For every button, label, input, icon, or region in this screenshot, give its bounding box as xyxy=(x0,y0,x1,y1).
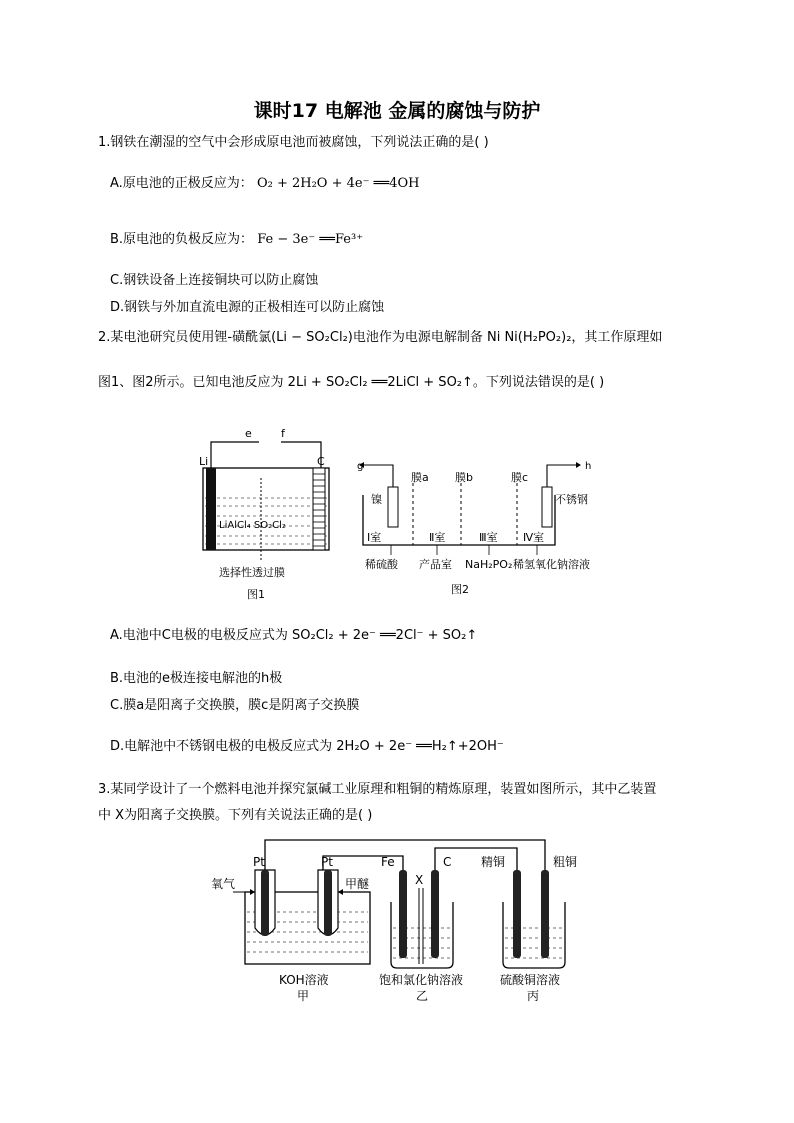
q2-stem-line2: 图1、图2所示。已知电池反应为 2Li + SO₂Cl₂ ══2LiCl + SO₂↑。下列说法错误的是( ) xyxy=(98,375,605,390)
q1-option-b xyxy=(110,231,363,249)
fig3-name-yi: 乙 xyxy=(416,989,429,1003)
fig1-label-li: Li xyxy=(199,455,209,468)
fig3-solution-bing: 硫酸铜溶液 xyxy=(500,973,561,987)
q1-option-b-text: B.原电池的负极反应为： xyxy=(110,232,254,247)
fig3-label-pt2: Pt xyxy=(321,855,333,869)
fig2-solution-2: 产品室 xyxy=(419,558,452,571)
fig2-membrane-c: 膜c xyxy=(511,471,529,484)
fig2-membrane-b: 膜b xyxy=(455,471,473,484)
fig3-label-pt1: Pt xyxy=(253,855,265,869)
fig3-label-fe: Fe xyxy=(381,855,395,869)
q3-stem-line1: 3.某同学设计了一个燃料电池并探究氯碱工业原理和粗铜的精炼原理，装置如图所示，其中乙装置 xyxy=(98,782,657,797)
figure-1-battery xyxy=(195,420,345,610)
fig1-electrolyte: LiAlCl₄ SO₂Cl₂ xyxy=(219,520,286,531)
fig2-label-h: h xyxy=(585,461,592,472)
q1-option-a-equation: O₂ + 2H₂O + 4e⁻ ══4OH xyxy=(256,176,420,191)
fig1-label-f: f xyxy=(281,427,285,440)
fig1-membrane-label: 选择性透过膜 xyxy=(219,566,285,579)
q2-option-d: D.电解池中不锈钢电极的电极反应式为 2H₂O + 2e⁻ ══H₂↑+2OH⁻ xyxy=(110,739,504,754)
fig3-name-jia: 甲 xyxy=(297,989,310,1003)
fig2-steel-label: 不锈钢 xyxy=(555,493,588,506)
fig2-solution-4: 稀氢氧化钠溶液 xyxy=(513,558,590,571)
fig2-caption: 图2 xyxy=(451,583,469,596)
fig3-solution-jia: KOH溶液 xyxy=(279,973,329,987)
fig2-room-3: Ⅲ室 xyxy=(479,531,498,544)
q1-stem: 1.钢铁在潮湿的空气中会形成原电池而被腐蚀，下列说法正确的是( ) xyxy=(98,135,489,150)
fig1-caption: 图1 xyxy=(247,588,265,601)
fig3-label-c: C xyxy=(443,855,452,869)
fig2-membrane-a: 膜a xyxy=(411,471,429,484)
fig3-label-fine-cu: 精铜 xyxy=(481,855,506,869)
q1-option-d: D.钢铁与外加直流电源的正极相连可以防止腐蚀 xyxy=(110,300,385,315)
q2-option-c: C.膜a是阳离子交换膜，膜c是阴离子交换膜 xyxy=(110,698,360,713)
fig2-solution-1: 稀硫酸 xyxy=(365,558,398,571)
q2-stem-line1: 2.某电池研究员使用锂-磺酰氯(Li − SO₂Cl₂)电池作为电源电解制备 Ni Ni(H₂PO₂)₂，其工作原理如 xyxy=(98,330,663,345)
fig2-room-2: Ⅱ室 xyxy=(429,531,446,544)
fig2-solution-3: NaH₂PO₂ xyxy=(465,558,513,571)
fig1-label-c: C xyxy=(317,455,325,468)
q3-stem-line2: 中 X为阳离子交换膜。下列有关说法正确的是( ) xyxy=(98,808,373,823)
fig1-label-e: e xyxy=(245,427,252,440)
fig2-label-g: g xyxy=(357,461,364,472)
fig2-room-4: Ⅳ室 xyxy=(523,531,545,544)
li-electrode xyxy=(206,468,216,550)
fig3-label-ether: 甲醚 xyxy=(345,877,370,891)
fig3-label-oxygen: 氧气 xyxy=(211,877,236,891)
q2-option-b: B.电池的e极连接电解池的h极 xyxy=(110,671,283,686)
fig3-solution-yi: 饱和氯化钠溶液 xyxy=(379,973,464,987)
fig2-room-1: Ⅰ室 xyxy=(367,531,382,544)
q1-option-c: C.钢铁设备上连接铜块可以防止腐蚀 xyxy=(110,273,319,288)
fig3-name-bing: 丙 xyxy=(527,989,540,1003)
q1-option-a-text: A.原电池的正极反应为： xyxy=(110,176,253,191)
page-title: 课时17 电解池 金属的腐蚀与防护 xyxy=(253,100,541,122)
figure-3-apparatus xyxy=(205,832,595,1010)
q2-option-a: A.电池中C电极的电极反应式为 SO₂Cl₂ + 2e⁻ ══2Cl⁻ + SO₂↑ xyxy=(110,628,478,643)
fig3-label-crude-cu: 粗铜 xyxy=(553,855,578,869)
fig3-label-x: X xyxy=(415,873,424,887)
fig2-nickel-label: 镍 xyxy=(371,493,382,506)
q1-option-a xyxy=(110,175,420,193)
q1-option-b-equation: Fe − 3e⁻ ══Fe³⁺ xyxy=(257,232,364,247)
figure-2-electrolysis xyxy=(355,455,625,605)
